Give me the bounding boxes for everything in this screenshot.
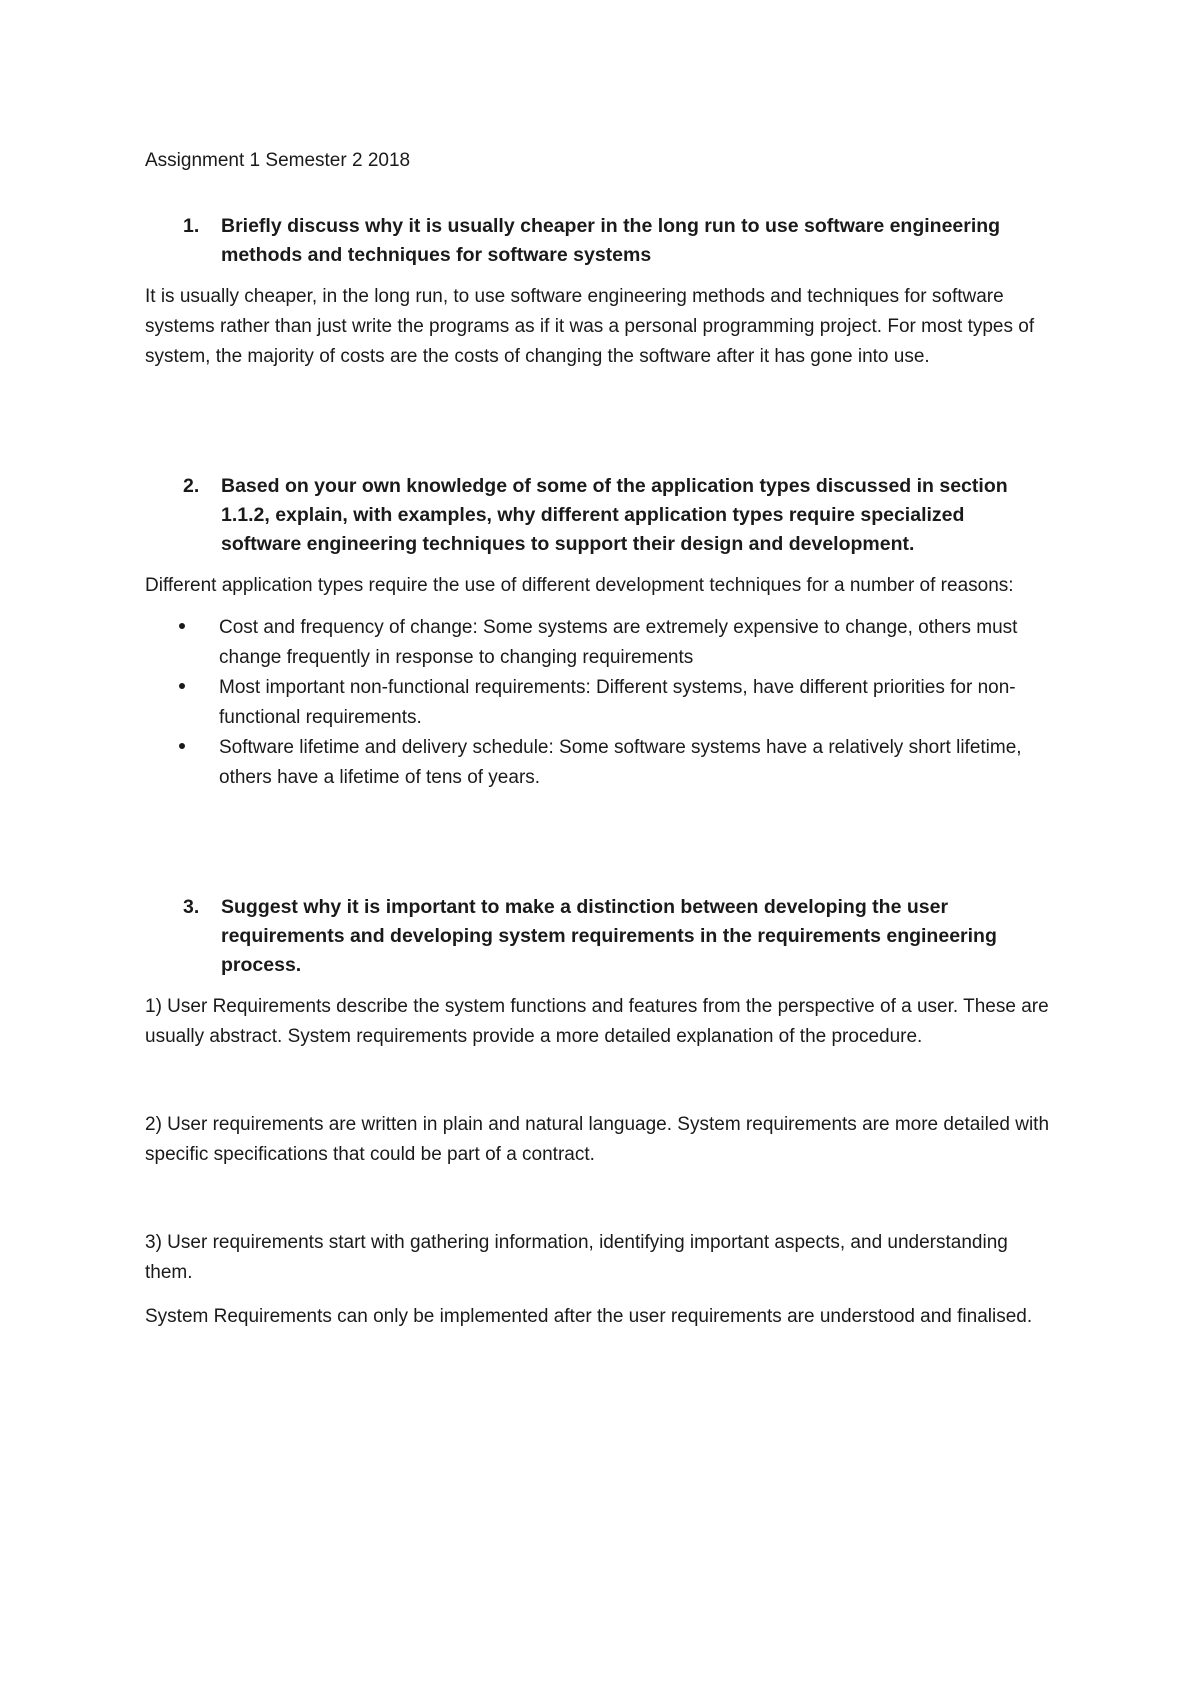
list-item-text: Software lifetime and delivery schedule: Some software systems have a relatively short lifetime, others have a lifetime of tens of years. xyxy=(219,737,1022,788)
answer-paragraph: It is usually cheaper, in the long run, to use software engineering methods and techniques for software systems rather than just write the programs as if it was a personal programming project. For most types of system, the majority of costs are the costs of changing the software after it has gone into use. xyxy=(145,286,1035,367)
question-2 xyxy=(145,472,1050,559)
spacer xyxy=(145,1052,1050,1110)
list-item xyxy=(145,673,1050,733)
bullet-icon xyxy=(145,673,219,733)
spacer xyxy=(145,793,1050,893)
bullet-icon xyxy=(145,613,219,673)
bullet-icon xyxy=(145,733,219,793)
spacer xyxy=(145,1170,1050,1228)
question-number: 1. xyxy=(183,215,200,237)
question-1 xyxy=(145,212,1050,270)
list-item-text: Most important non-functional requirements: Different systems, have different priorities for non-functional requirements. xyxy=(219,677,1016,728)
list-item xyxy=(145,613,1050,673)
list-item xyxy=(145,733,1050,793)
question-number: 3. xyxy=(183,896,200,918)
list-item-text: Cost and frequency of change: Some systems are extremely expensive to change, others must change frequently in response to changing requirements xyxy=(219,617,1018,668)
answer-paragraph: 1) User Requirements describe the system functions and features from the perspective of a user. These are usually abstract. System requirements provide a more detailed explanation of the procedure. xyxy=(145,996,1049,1047)
bullet-list xyxy=(145,613,1050,793)
answer-paragraph: 3) User requirements start with gathering information, identifying important aspects, and understanding them. xyxy=(145,1232,1008,1283)
answer-paragraph: System Requirements can only be implemented after the user requirements are understood and finalised. xyxy=(145,1306,1033,1327)
document-title: Assignment 1 Semester 2 2018 xyxy=(145,150,411,171)
spacer xyxy=(145,1288,1050,1302)
spacer xyxy=(145,372,1050,472)
question-text: Based on your own knowledge of some of the application types discussed in section 1.1.2, explain, with examples, why different application types require specialized software engineering techniques to support their design and development. xyxy=(221,475,1008,555)
answer-intro: Different application types require the use of different development techniques for a number of reasons: xyxy=(145,575,1014,596)
question-text: Briefly discuss why it is usually cheaper in the long run to use software engineering methods and techniques for software systems xyxy=(221,215,1001,266)
answer-paragraph: 2) User requirements are written in plain and natural language. System requirements are more detailed with specific specifications that could be part of a contract. xyxy=(145,1114,1050,1165)
question-number: 2. xyxy=(183,475,200,497)
question-text: Suggest why it is important to make a distinction between developing the user requirements and developing system requirements in the requirements engineering process. xyxy=(221,896,997,976)
question-3 xyxy=(145,893,1050,980)
